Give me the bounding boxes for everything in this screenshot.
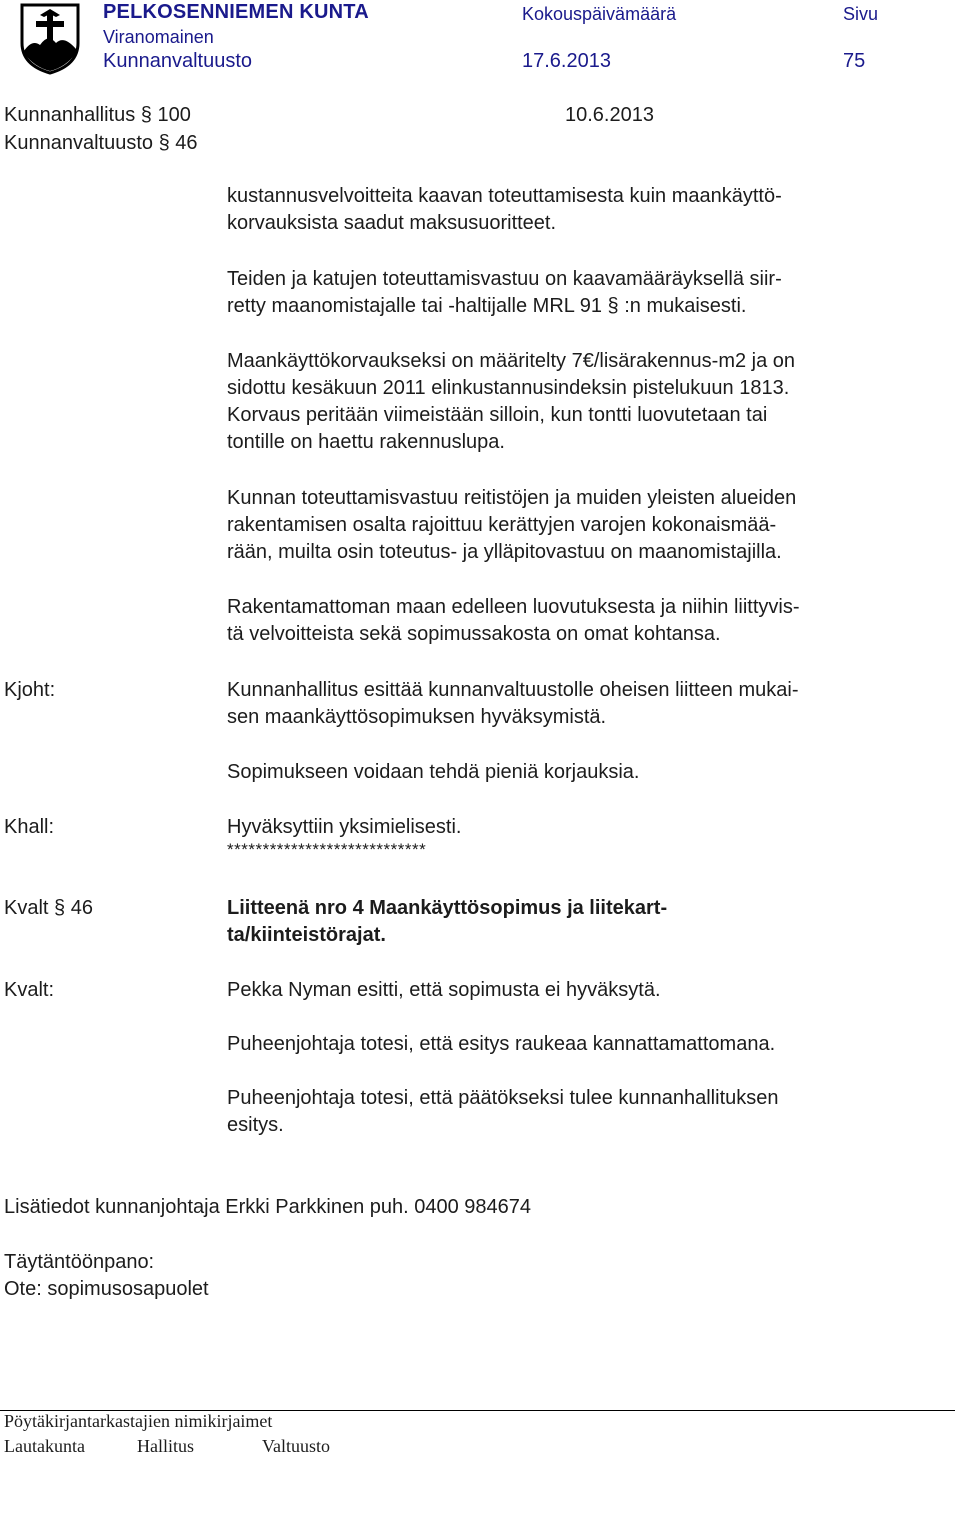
paragraph-1: kustannusvelvoitteita kaavan toteuttamisesta kuin maankäyttö- korvauksista saadut maksusuoritteet.	[227, 185, 782, 234]
kvalt-label: Kvalt:	[4, 979, 55, 1001]
separator-stars: ****************************	[227, 840, 427, 859]
paragraph-4: Kunnan toteuttamisvastuu reitistöjen ja muiden yleisten alueiden rakentamisen osalta rajoittuu kerättyjen varojen kokonaismää- rään, muilta osin toteutus- ja ylläpitovastuu on maanomistajilla.	[227, 487, 797, 563]
paragraph-2: Teiden ja katujen toteuttamisvastuu on kaavamääräyksellä siir- retty maanomistajalle tai -haltijalle MRL 91 § :n mukaisesti.	[227, 268, 782, 317]
kvalt-proposal: Pekka Nyman esitti, että sopimusta ei hyväksytä.	[227, 979, 661, 1001]
contact-info: Lisätiedot kunnanjohtaja Erkki Parkkinen puh. 0400 984674	[4, 1196, 532, 1218]
paragraph-3: Maankäyttökorvaukseksi on määritelty 7€/lisärakennus-m2 ja on sidottu kesäkuun 2011 elinkustannusindeksin pistelukuun 1813. Korvaus peritään viimeistään silloin, kun tontti luovutetaan tai tontille on haettu rakennuslupa.	[227, 350, 796, 453]
kvalt-section-label: Kvalt § 46	[4, 897, 93, 919]
kvalt-chair-note-2: Puheenjohtaja totesi, että päätökseksi tulee kunnanhallituksen esitys.	[227, 1087, 779, 1136]
page-number: 75	[843, 50, 866, 72]
kjoht-proposal: Kunnanhallitus esittää kunnanvaltuustolle oheisen liitteen mukai- sen maankäyttösopimuksen hyväksymistä.	[227, 679, 799, 728]
excerpt-recipients: Ote: sopimusosapuolet	[4, 1278, 209, 1300]
meeting-date: 17.6.2013	[522, 50, 611, 72]
ref-kunnanhallitus: Kunnanhallitus § 100	[4, 104, 191, 126]
authority-name: Kunnanvaltuusto	[103, 50, 253, 72]
footer-col-lautakunta: Lautakunta	[4, 1436, 85, 1456]
kjoht-label: Kjoht:	[4, 679, 56, 701]
ref-kunnanhallitus-date: 10.6.2013	[565, 104, 654, 126]
municipal-crest-logo	[18, 3, 82, 75]
footer-col-valtuusto: Valtuusto	[262, 1436, 331, 1456]
footer-col-hallitus: Hallitus	[137, 1436, 194, 1456]
attachment-title: Liitteenä nro 4 Maankäyttösopimus ja liitekart- ta/kiinteistörajat.	[227, 897, 668, 946]
khall-decision: Hyväksyttiin yksimielisesti.	[227, 816, 462, 838]
khall-label: Khall:	[4, 816, 55, 838]
page-label: Sivu	[843, 4, 879, 24]
enforcement-label: Täytäntöönpano:	[4, 1251, 155, 1273]
kjoht-note: Sopimukseen voidaan tehdä pieniä korjauksia.	[227, 761, 640, 783]
date-label: Kokouspäivämäärä	[522, 4, 677, 24]
ref-kunnanvaltuusto: Kunnanvaltuusto § 46	[4, 132, 198, 154]
kvalt-chair-note-1: Puheenjohtaja totesi, että esitys raukeaa kannattamattomana.	[227, 1033, 776, 1055]
paragraph-5: Rakentamattoman maan edelleen luovutuksesta ja niihin liittyvis- tä velvoitteista sekä sopimussakosta on omat kohtansa.	[227, 596, 800, 645]
org-name: PELKOSENNIEMEN KUNTA	[103, 1, 369, 23]
authority-label: Viranomainen	[103, 27, 214, 47]
footer-title: Pöytäkirjantarkastajien nimikirjaimet	[4, 1411, 273, 1431]
